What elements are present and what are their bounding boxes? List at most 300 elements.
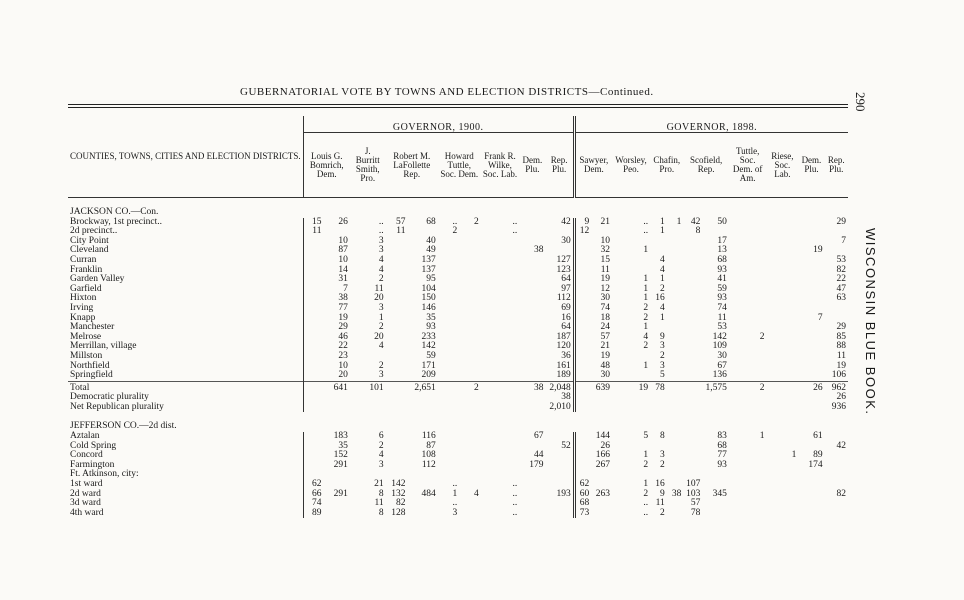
cell: 12	[600, 283, 610, 294]
cell: 82	[836, 264, 846, 275]
cell	[519, 218, 545, 228]
cell	[767, 246, 799, 256]
table-row	[68, 246, 848, 256]
cell: 38	[561, 392, 571, 403]
cell	[683, 256, 702, 266]
cell: 49	[426, 245, 436, 256]
cell: 209	[421, 370, 436, 381]
cell	[650, 237, 667, 247]
cell: 93	[717, 264, 727, 275]
cell	[798, 352, 824, 362]
cell	[683, 371, 702, 381]
cell	[574, 342, 591, 352]
cell	[729, 470, 767, 480]
cell: 1	[643, 450, 649, 461]
cell	[767, 393, 799, 403]
row-label: Brockway, 1st precinct..	[70, 216, 162, 227]
cell: 1	[643, 360, 649, 371]
cell	[519, 275, 545, 285]
cell	[767, 275, 799, 285]
cell: 127	[556, 254, 571, 265]
cell: 82	[836, 488, 846, 499]
cell: 11	[396, 226, 406, 237]
cell	[667, 266, 684, 276]
row-label: Franklin	[70, 264, 103, 275]
cell: 639	[591, 381, 612, 393]
cell: 67	[534, 431, 544, 442]
cell	[438, 381, 459, 393]
cell: 128	[391, 507, 406, 518]
cell: 2	[660, 350, 665, 361]
cell: 3	[378, 235, 384, 246]
cell: 7	[841, 235, 846, 246]
cell	[683, 381, 702, 393]
cell	[729, 451, 767, 461]
cell: 21	[600, 216, 610, 227]
cell	[729, 461, 767, 471]
cell	[667, 509, 684, 519]
cell	[767, 490, 799, 500]
cell	[303, 461, 323, 471]
column-header-1898: Worsley, Peo.	[612, 133, 650, 198]
cell: 46	[338, 331, 348, 342]
cell: 189	[556, 370, 571, 381]
cell: ..	[378, 216, 384, 227]
cell	[767, 352, 799, 362]
row-label: 2d precinct..	[70, 226, 118, 237]
cell	[767, 509, 799, 519]
cell	[667, 362, 684, 372]
cell: 83	[717, 431, 727, 442]
row-label: Manchester	[70, 322, 115, 333]
cell: 93	[717, 459, 727, 470]
cell: 2,048	[546, 381, 575, 393]
cell: 15	[303, 218, 323, 228]
cell	[729, 490, 767, 500]
cell: 35	[426, 312, 436, 323]
table-row	[68, 333, 848, 343]
cell: 11	[374, 283, 384, 294]
table-row	[68, 499, 848, 509]
cell	[519, 393, 545, 403]
cell: 2	[643, 488, 649, 499]
cell	[459, 275, 480, 285]
cell	[683, 275, 702, 285]
cell	[438, 371, 459, 381]
cell	[438, 451, 459, 461]
cell: 8	[378, 488, 384, 499]
cell	[459, 451, 480, 461]
cell	[574, 256, 591, 266]
cell: 142	[391, 479, 406, 490]
cell: 61	[813, 431, 823, 442]
cell	[612, 393, 650, 403]
cell	[729, 352, 767, 362]
cell	[459, 362, 480, 372]
cell	[683, 323, 702, 333]
cell	[683, 461, 702, 471]
cell: 101	[350, 381, 386, 393]
cell: ..	[512, 479, 518, 490]
cell	[303, 304, 323, 314]
cell: 87	[426, 440, 436, 451]
cell: 22	[836, 274, 846, 285]
table-row	[68, 403, 848, 413]
cell: 3	[452, 507, 458, 518]
cell	[798, 333, 824, 343]
column-header-1898: Scofield, Rep.	[683, 133, 728, 198]
cell	[729, 393, 767, 403]
cell: 1,575	[702, 381, 728, 393]
cell	[438, 246, 459, 256]
cell	[729, 275, 767, 285]
cell: 106	[831, 370, 846, 381]
cell: 267	[595, 459, 610, 470]
cell: 137	[421, 264, 436, 275]
cell: 11	[655, 498, 665, 509]
cell: 1	[660, 312, 665, 323]
cell	[591, 403, 612, 413]
table-row	[68, 352, 848, 362]
cell	[798, 362, 824, 372]
cell: 161	[556, 360, 571, 371]
cell: 1	[643, 245, 649, 256]
cell: ..	[512, 488, 518, 499]
cell	[729, 509, 767, 519]
cell: 2	[473, 216, 479, 227]
cell	[767, 314, 799, 324]
cell	[459, 294, 480, 304]
cell	[767, 371, 799, 381]
cell	[459, 499, 480, 509]
cell: 142	[712, 331, 727, 342]
cell	[459, 333, 480, 343]
column-header-1898: Tuttle, Soc. Dem. of Am.	[729, 133, 767, 198]
cell	[767, 227, 799, 237]
cell	[303, 432, 323, 442]
cell	[459, 256, 480, 266]
cell: 132	[391, 488, 406, 499]
cell: 1	[676, 216, 682, 227]
cell: 57	[395, 216, 406, 227]
row-label: Melrose	[70, 331, 102, 342]
cell	[481, 275, 520, 285]
cell	[574, 362, 591, 372]
cell: 4	[660, 302, 665, 313]
cell: 108	[421, 450, 436, 461]
cell	[574, 314, 591, 324]
cell: 4	[473, 488, 479, 499]
cell	[519, 403, 545, 413]
cell	[519, 285, 545, 295]
cell: 6	[378, 431, 384, 442]
cell	[825, 470, 848, 480]
cell: 104	[421, 283, 436, 294]
cell	[519, 490, 545, 500]
cell: 59	[717, 283, 727, 294]
cell: ..	[643, 507, 649, 518]
cell: 7	[817, 312, 823, 323]
row-label-header: COUNTIES, TOWNS, CITIES AND ELECTION DISTRICTS.	[68, 116, 303, 198]
cell	[729, 371, 767, 381]
cell: 26	[338, 216, 348, 227]
top-rule	[68, 104, 848, 105]
cell	[574, 333, 591, 343]
cell: 52	[561, 440, 571, 451]
cell	[798, 285, 824, 295]
cell	[683, 304, 702, 314]
cell	[438, 393, 459, 403]
cell: 14	[338, 264, 348, 275]
cell	[729, 285, 767, 295]
cell	[481, 362, 520, 372]
column-header-1900: Robert M. LaFollette Rep.	[386, 133, 438, 198]
cell	[729, 442, 767, 452]
cell	[323, 509, 349, 519]
cell: 1	[660, 226, 665, 237]
cell	[303, 314, 323, 324]
cell	[481, 432, 520, 442]
cell	[767, 342, 799, 352]
cell	[683, 266, 702, 276]
cell: 10	[338, 235, 348, 246]
cell	[407, 509, 437, 519]
cell: 144	[595, 431, 610, 442]
cell: 2,010	[549, 401, 571, 412]
cell: ..	[512, 226, 518, 237]
cell	[612, 371, 650, 381]
cell: 936	[831, 401, 846, 412]
table-row	[68, 381, 848, 393]
group-1898: GOVERNOR, 1898.	[574, 116, 848, 133]
cell	[767, 432, 799, 442]
cell: 1	[660, 274, 665, 285]
cell: 62	[574, 480, 591, 490]
cell	[767, 304, 799, 314]
cell: 78	[690, 507, 701, 518]
cell: 87	[338, 245, 348, 256]
cell: 74	[717, 302, 727, 313]
cell: ..	[512, 498, 518, 509]
cell: 109	[712, 341, 727, 352]
cell	[323, 499, 349, 509]
cell: 179	[529, 459, 544, 470]
cell: 484	[421, 488, 436, 499]
cell: 4	[378, 264, 384, 275]
cell: ..	[512, 216, 518, 227]
cell	[459, 227, 480, 237]
cell	[667, 304, 684, 314]
cell	[481, 461, 520, 471]
cell	[459, 237, 480, 247]
cell	[683, 237, 702, 247]
cell	[574, 266, 591, 276]
cell	[350, 403, 386, 413]
cell: 21	[600, 341, 610, 352]
cell: 123	[556, 264, 571, 275]
cell	[650, 403, 667, 413]
row-label: 1st ward	[70, 479, 103, 490]
cell	[386, 237, 408, 247]
cell	[798, 490, 824, 500]
cell	[574, 393, 591, 403]
cell	[303, 342, 323, 352]
column-header-1900: Rep. Plu.	[546, 133, 575, 198]
cell	[481, 237, 520, 247]
cell	[667, 285, 684, 295]
cell: 1	[643, 322, 649, 333]
cell: 11	[303, 227, 323, 237]
cell	[683, 246, 702, 256]
cell	[519, 294, 545, 304]
cell: 112	[556, 293, 571, 304]
cell: 3	[378, 370, 384, 381]
cell	[683, 451, 702, 461]
cell: 22	[338, 341, 348, 352]
cell	[459, 403, 480, 413]
cell: 30	[600, 293, 610, 304]
cell: 16	[655, 293, 665, 304]
cell: 26	[798, 381, 824, 393]
cell: 97	[561, 283, 571, 294]
cell	[591, 509, 612, 519]
cell	[519, 352, 545, 362]
cell	[683, 294, 702, 304]
cell: 3	[378, 245, 384, 256]
cell: 26	[836, 392, 846, 403]
cell	[667, 461, 684, 471]
cell: 8	[378, 507, 384, 518]
cell	[386, 461, 408, 471]
cell	[481, 304, 520, 314]
cell	[767, 285, 799, 295]
cell: 2	[378, 360, 384, 371]
cell: 1	[452, 488, 458, 499]
column-header-1898: Rep. Plu.	[825, 133, 848, 198]
cell	[459, 323, 480, 333]
cell	[574, 275, 591, 285]
cell: 16	[561, 312, 571, 323]
cell: ..	[512, 507, 518, 518]
cell	[438, 461, 459, 471]
cell: 7	[343, 283, 348, 294]
cell	[667, 333, 684, 343]
cell	[650, 393, 667, 403]
row-label: Northfield	[70, 360, 110, 371]
cell	[407, 470, 437, 480]
cell: 16	[655, 479, 665, 490]
cell: 19	[600, 274, 610, 285]
cell	[519, 342, 545, 352]
cell: 38	[338, 293, 348, 304]
cell: 4	[378, 341, 384, 352]
cell	[386, 323, 408, 333]
cell: 19	[338, 312, 348, 323]
cell: 57	[600, 331, 610, 342]
cell	[767, 256, 799, 266]
cell	[702, 393, 728, 403]
cell	[667, 381, 684, 393]
row-label: Garfield	[70, 283, 102, 294]
cell: 48	[600, 360, 610, 371]
cell: 2	[378, 274, 384, 285]
cell: 64	[561, 274, 571, 285]
cell	[667, 342, 684, 352]
cell	[481, 246, 520, 256]
cell: 120	[556, 341, 571, 352]
cell	[386, 246, 408, 256]
cell: 10	[338, 254, 348, 265]
cell	[303, 237, 323, 247]
cell	[386, 333, 408, 343]
cell	[323, 393, 349, 403]
cell	[459, 352, 480, 362]
cell	[574, 451, 591, 461]
cell	[702, 470, 728, 480]
cell	[303, 285, 323, 295]
cell	[386, 304, 408, 314]
cell: 30	[561, 235, 571, 246]
cell: 2	[643, 302, 649, 313]
cell: 11	[600, 264, 610, 275]
cell	[481, 256, 520, 266]
cell	[683, 333, 702, 343]
cell: 9	[660, 488, 665, 499]
cell	[798, 256, 824, 266]
cell	[386, 403, 408, 413]
cell: 8	[695, 226, 701, 237]
cell: 85	[836, 331, 846, 342]
section-heading: JACKSON CO.—Con.	[70, 207, 159, 217]
cell	[481, 294, 520, 304]
cell	[303, 442, 323, 452]
cell	[459, 432, 480, 442]
cell	[825, 461, 848, 471]
row-label: City Point	[70, 235, 109, 246]
cell	[438, 362, 459, 372]
cell	[303, 362, 323, 372]
cell	[546, 461, 575, 471]
row-label: Knapp	[70, 312, 96, 323]
cell	[386, 381, 408, 393]
cell	[546, 451, 575, 461]
cell: 40	[426, 235, 436, 246]
cell: 47	[836, 283, 846, 294]
row-label: Hixton	[70, 293, 97, 304]
cell	[767, 403, 799, 413]
cell: 31	[338, 274, 348, 285]
cell: 21	[374, 479, 384, 490]
table-row	[68, 371, 848, 381]
cell	[667, 451, 684, 461]
cell	[667, 393, 684, 403]
cell: 19	[836, 360, 846, 371]
cell: 4	[378, 254, 384, 265]
cell: 74	[303, 499, 323, 509]
cell: 93	[426, 322, 436, 333]
cell: 146	[421, 302, 436, 313]
cell	[459, 461, 480, 471]
cell	[683, 285, 702, 295]
cell	[729, 266, 767, 276]
cell: 77	[338, 302, 348, 313]
cell	[438, 323, 459, 333]
cell	[729, 362, 767, 372]
cell: 12	[574, 227, 591, 237]
cell	[303, 256, 323, 266]
table-row	[68, 362, 848, 372]
cell	[767, 381, 799, 393]
